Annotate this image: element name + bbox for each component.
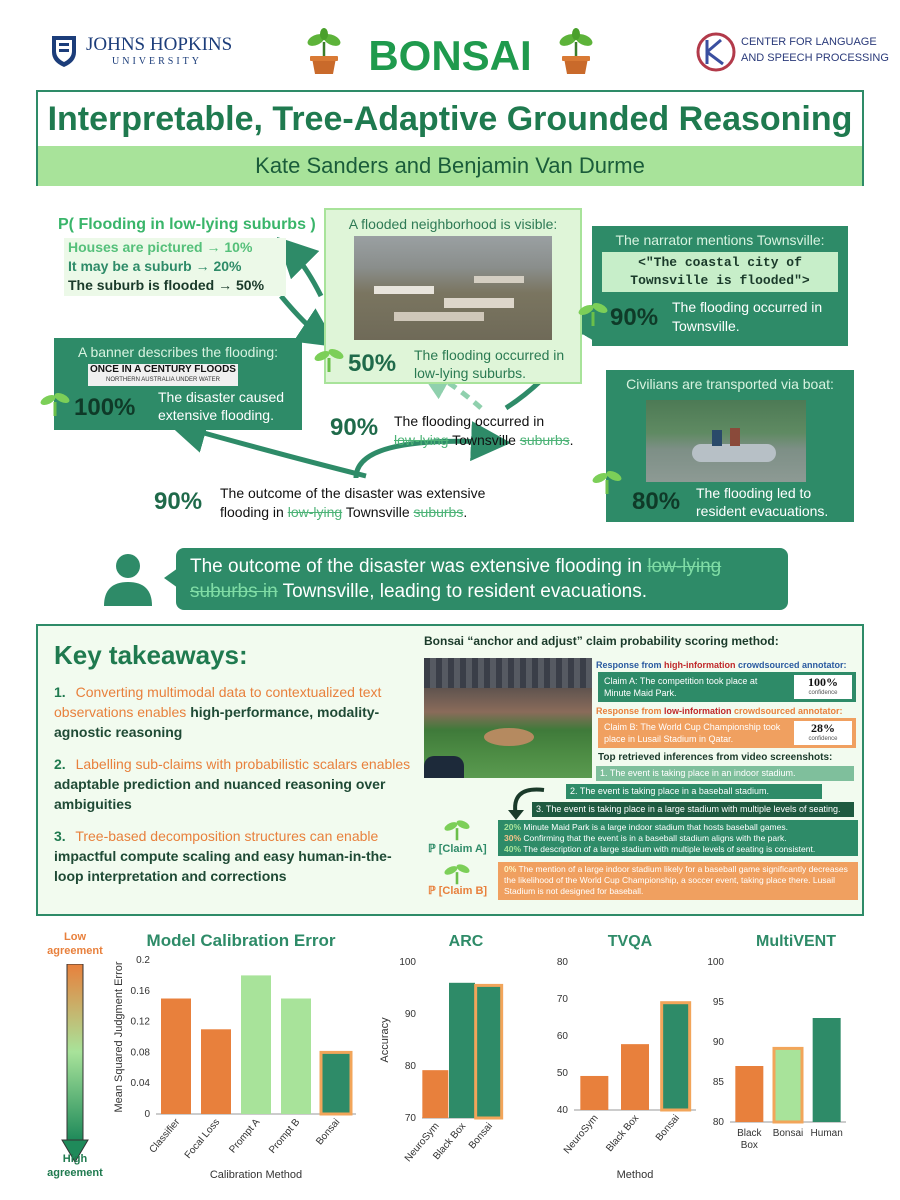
takeaway-item xyxy=(54,682,420,742)
y-tick-label: 100 xyxy=(399,957,416,968)
final-text-b: Townsville, leading to resident evacuations. xyxy=(282,581,647,602)
x-tick-label: Focal Loss xyxy=(182,1116,223,1161)
x-tick-label: Prompt A xyxy=(227,1116,263,1156)
claim-a-pct: 100% xyxy=(808,675,838,689)
sprout-icon xyxy=(40,388,70,418)
claim-b-text: Claim B: The World Cup Championship took place in Lusail Stadium in Qatar. xyxy=(604,722,781,744)
boat-claim: The flooding led to resident evacuations. xyxy=(696,485,829,519)
boat-caption: Civilians are transported via boat: xyxy=(626,376,834,392)
narrator-caption: The narrator mentions Townsville: xyxy=(615,232,825,248)
low-text-a: The outcome of the disaster was extensive xyxy=(220,485,486,501)
low-strike-1: low-lying xyxy=(287,504,343,520)
inference-1: 1. The event is taking place in an indoor stadium. xyxy=(596,766,854,781)
reason-line xyxy=(504,844,852,855)
bonsai-pot-icon xyxy=(556,28,596,76)
banner-caption: A banner describes the flooding: xyxy=(77,344,279,360)
takeaway-orange: Converting multimodal data to contextualized text observations enables xyxy=(54,684,382,720)
claim-b-reasons xyxy=(498,862,858,900)
method-title: Bonsai “anchor and adjust” claim probability scoring method: xyxy=(424,634,779,648)
bar xyxy=(621,1044,649,1110)
y-tick-label: 70 xyxy=(404,1113,416,1124)
x-tick-label: Human xyxy=(810,1128,843,1139)
bar xyxy=(449,983,475,1118)
narrator-pct: 90% xyxy=(610,304,659,331)
lo-label-b: low-information xyxy=(664,706,732,716)
mid-text-a: The flooding occurred in xyxy=(394,413,545,429)
stadium-image xyxy=(424,658,592,778)
y-tick-label: 60 xyxy=(556,1031,568,1042)
bar xyxy=(422,1070,448,1118)
low-text xyxy=(220,484,520,522)
final-strike-2: suburbs in xyxy=(190,581,278,602)
sprout-icon xyxy=(314,344,344,374)
x-tick-label: Classifier xyxy=(147,1116,183,1156)
narrator-quote-box xyxy=(602,252,838,292)
prob-box xyxy=(64,238,286,296)
takeaway-bold: adaptable prediction and nuanced reasoning over ambiguities xyxy=(54,776,386,812)
mid-strike-1: low-lying xyxy=(394,432,449,448)
y-tick-label: 95 xyxy=(712,997,724,1008)
bar xyxy=(476,985,502,1118)
bonsai-pot-icon xyxy=(304,28,344,76)
bar xyxy=(813,1018,841,1122)
final-text-a: The outcome of the disaster was extensive flooding in xyxy=(190,556,643,577)
x-axis-label: Method xyxy=(616,1169,654,1181)
final-strike-1: low-lying xyxy=(647,556,722,577)
banner-image xyxy=(88,364,238,386)
bar xyxy=(241,975,271,1114)
gradient-top-label: Low agreement xyxy=(47,931,103,957)
x-tick-label: Prompt B xyxy=(267,1116,303,1156)
banner-box xyxy=(54,338,302,430)
hi-info-label xyxy=(596,660,847,670)
sprout-icon xyxy=(578,298,608,328)
reason-pct: 20% xyxy=(504,822,522,832)
y-tick-label: 80 xyxy=(404,1061,416,1072)
y-tick-label: 50 xyxy=(556,1068,568,1079)
takeaway-item xyxy=(54,826,420,886)
claim-b-box xyxy=(598,718,856,748)
curved-arrow-icon xyxy=(500,782,550,822)
y-tick-label: 0.16 xyxy=(130,985,150,997)
takeaway-num: 1. xyxy=(54,684,66,700)
takeaway-num: 2. xyxy=(54,756,66,772)
claim-a-score xyxy=(794,675,852,699)
y-tick-label: 0.04 xyxy=(130,1078,150,1090)
jhu-shield-icon xyxy=(50,34,78,68)
chart-title: Model Calibration Error xyxy=(146,931,336,950)
chart-title: TVQA xyxy=(607,933,653,950)
low-end: . xyxy=(463,504,468,520)
speech-tail xyxy=(164,568,178,588)
agreement-gradient xyxy=(40,930,110,1184)
reason-text: The mention of a large indoor stadium likely for a baseball game significantly decreases the likelihood of the World Cup Championship, a soccer event, taking place there. Lusail Stadium is not designed for baseball. xyxy=(504,864,848,896)
brand-title: BONSAI xyxy=(368,32,532,79)
takeaway-bold: high-performance, modality-agnostic reasoning xyxy=(54,704,380,740)
lo-label-a: Response from xyxy=(596,706,665,716)
takeaway-bold: impactful compute scaling and easy human-in-the-loop interpretation and corrections xyxy=(54,848,392,884)
page-title: Interpretable, Tree-Adaptive Grounded Reasoning xyxy=(47,100,853,138)
final-answer xyxy=(176,548,788,610)
x-tick-label: Bonsai xyxy=(314,1116,343,1148)
inference-2: 2. The event is taking place in a baseball stadium. xyxy=(566,784,822,799)
flood-caption: A flooded neighborhood is visible: xyxy=(348,216,558,232)
authors: Kate Sanders and Benjamin Van Durme xyxy=(255,153,645,178)
prob-title: P( Flooding in low-lying suburbs ) xyxy=(58,216,316,233)
y-tick-label: 90 xyxy=(404,1009,416,1020)
jhu-name: JOHNS HOPKINS xyxy=(86,34,233,55)
chart-title: MultiVENT xyxy=(756,933,836,950)
low-pct: 90% xyxy=(154,488,203,515)
y-tick-label: 0 xyxy=(144,1109,150,1120)
prob-line: The suburb is flooded → 50% xyxy=(68,277,265,293)
hi-label-c: crowdsourced annotator: xyxy=(735,660,847,670)
y-tick-label: 90 xyxy=(712,1037,724,1048)
narrator-claim: The flooding occurred in Townsville. xyxy=(672,299,823,334)
y-tick-label: 80 xyxy=(712,1117,724,1128)
flood-pct: 50% xyxy=(348,350,397,377)
inference-3: 3. The event is taking place in a large stadium with multiple levels of seating. xyxy=(532,802,854,817)
claim-b-score xyxy=(794,721,852,745)
bar xyxy=(321,1052,351,1114)
lo-info-label xyxy=(596,706,843,716)
x-tick-label: Black Box xyxy=(604,1112,642,1154)
authors-bar xyxy=(38,146,862,186)
prob-line: It may be a suburb → 20% xyxy=(68,258,242,274)
final-answer-box xyxy=(176,548,788,610)
hi-label-b: high-information xyxy=(664,660,736,670)
x-axis-label: Calibration Method xyxy=(209,1169,303,1181)
confidence-label: confidence xyxy=(808,690,838,696)
jhu-university: UNIVERSITY xyxy=(112,56,202,67)
claim-a-reasons xyxy=(498,820,858,856)
claim-a-box xyxy=(598,672,856,702)
bar xyxy=(735,1066,763,1122)
reason-line xyxy=(504,822,852,833)
boat-image xyxy=(646,400,806,482)
clsp-emblem-icon xyxy=(695,30,737,74)
reason-line xyxy=(504,833,852,844)
inference-title: Top retrieved inferences from video screenshots: xyxy=(598,752,833,763)
claim-b-label: ℙ [Claim B] xyxy=(428,885,488,897)
takeaway-orange: Tree-based decomposition structures can enable xyxy=(75,828,379,844)
title-box xyxy=(36,90,864,186)
mid-text-b: Townsville xyxy=(452,432,516,448)
bar xyxy=(201,1029,231,1114)
claim-a-text: Claim A: The competition took place at Minute Maid Park. xyxy=(604,676,758,698)
y-tick-label: 85 xyxy=(712,1077,724,1088)
flood-claim: The flooding occurred in low-lying suburbs. xyxy=(414,347,565,381)
x-tick-label: Black Box xyxy=(431,1120,469,1162)
bar xyxy=(281,999,311,1115)
sprout-icon xyxy=(592,466,622,496)
chart-title: ARC xyxy=(448,933,484,950)
claim-a-label: ℙ [Claim A] xyxy=(428,843,487,855)
sprout-icon xyxy=(444,860,470,886)
reason-text: Minute Maid Park is a large indoor stadium that hosts baseball games. xyxy=(523,822,788,832)
hi-label-a: Response from xyxy=(596,660,665,670)
x-tick-label: Bonsai xyxy=(466,1120,495,1152)
clsp-line1: CENTER FOR LANGUAGE xyxy=(741,36,877,48)
user-icon xyxy=(98,548,158,608)
flood-image xyxy=(354,236,552,340)
x-tick-label: Bonsai xyxy=(653,1112,682,1144)
prob-line: Houses are pictured → 10% xyxy=(68,239,253,255)
tree-section xyxy=(36,196,864,614)
y-axis-label: Mean Squared Judgment Error xyxy=(113,961,125,1113)
lo-label-c: crowdsourced annotator: xyxy=(731,706,843,716)
confidence-label: confidence xyxy=(808,736,838,742)
bar xyxy=(774,1048,802,1122)
y-tick-label: 0.2 xyxy=(136,955,150,966)
reason-pct: 30% xyxy=(504,833,522,843)
mid-pct: 90% xyxy=(330,414,379,441)
sprout-icon xyxy=(444,816,470,842)
y-axis-label: Accuracy xyxy=(379,1017,391,1063)
y-tick-label: 70 xyxy=(556,994,568,1005)
clsp-logo xyxy=(695,28,889,78)
gradient-arrow-icon xyxy=(60,964,90,1164)
claim-b-pct: 28% xyxy=(811,721,835,735)
bonsai-brand xyxy=(300,26,600,82)
x-tick-label: Black Box xyxy=(737,1128,762,1151)
mid-end: . xyxy=(569,432,574,448)
low-strike-2: suburbs xyxy=(413,504,464,520)
banner-sub: NORTHERN AUSTRALIA UNDER WATER xyxy=(106,377,220,383)
clsp-line2: AND SPEECH PROCESSING xyxy=(741,52,889,64)
reason-text: The description of a large stadium with multiple levels of seating is consistent. xyxy=(523,844,816,854)
narrator-box xyxy=(592,226,848,346)
gradient-bottom-label: High agreement xyxy=(47,1153,103,1179)
reason-pct: 0% xyxy=(504,864,517,874)
y-tick-label: 0.08 xyxy=(130,1047,150,1059)
y-tick-label: 80 xyxy=(556,957,568,968)
mid-strike-2: suburbs xyxy=(519,432,570,448)
reason-pct: 40% xyxy=(504,844,522,854)
flood-box xyxy=(324,208,582,384)
jhu-logo xyxy=(50,32,233,72)
takeaway-orange: Labelling sub-claims with probabilistic scalars enables xyxy=(75,756,411,772)
low-text-b: flooding in xyxy=(220,504,284,520)
banner-pct: 100% xyxy=(74,394,136,421)
reason-text: Confirming that the event is in a baseball stadium aligns with the park. xyxy=(523,833,787,843)
banner-text: ONCE IN A CENTURY FLOODS xyxy=(90,364,236,375)
charts-area xyxy=(106,926,896,1190)
mid-text xyxy=(394,412,624,450)
x-tick-label: NeuroSym xyxy=(561,1112,601,1157)
bar xyxy=(161,999,191,1115)
takeaway-num: 3. xyxy=(54,828,66,844)
x-tick-label: NeuroSym xyxy=(402,1120,442,1165)
takeaways-section xyxy=(36,624,864,916)
y-tick-label: 0.12 xyxy=(130,1016,150,1028)
narrator-quote: <"The coastal city of Townsville is flooded"> xyxy=(630,255,810,288)
takeaways-heading: Key takeaways: xyxy=(54,640,248,670)
bar xyxy=(662,1003,690,1110)
takeaway-item xyxy=(54,754,420,814)
x-tick-label: Bonsai xyxy=(772,1128,804,1139)
low-text-c: Townsville xyxy=(345,504,410,520)
bar xyxy=(580,1076,608,1110)
boat-pct: 80% xyxy=(632,488,681,515)
y-tick-label: 40 xyxy=(556,1105,568,1116)
y-tick-label: 100 xyxy=(707,957,724,968)
boat-box xyxy=(606,370,854,522)
banner-claim: The disaster caused extensive flooding. xyxy=(158,389,285,423)
